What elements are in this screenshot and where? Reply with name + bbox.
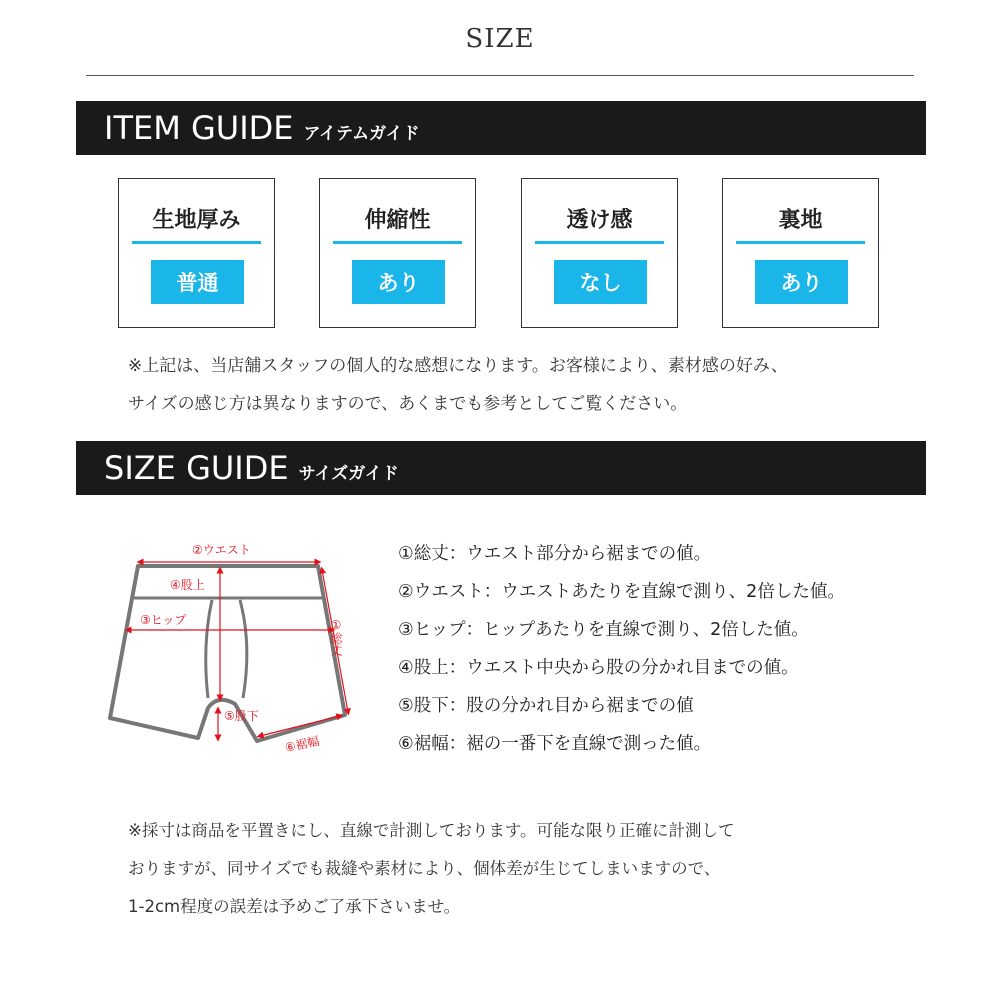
definition-row: ⑥裾幅：裾の一番下を直線で測った値。 [398, 734, 712, 754]
card-divider [736, 241, 865, 244]
definition-row: ②ウエスト：ウエストあたりを直線で測り、2倍した値。 [398, 582, 845, 602]
note-line: おりますが、同サイズでも裁縫や素材により、個体差が生じてしまいますので、 [128, 859, 721, 878]
card-value: あり [352, 260, 445, 304]
definition-row: ③ヒップ：ヒップあたりを直線で測り、2倍した値。 [398, 620, 809, 640]
item-guide-note [128, 347, 788, 423]
card-label: 伸縮性 [364, 208, 431, 233]
definition-row: ④股上：ウエスト中央から股の分かれ目までの値。 [398, 658, 799, 678]
note-line: ※上記は、当店舗スタッフの個人的な感想になります。お客様により、素材感の好み、 [128, 356, 788, 376]
length-label: ①総丈 [329, 618, 343, 656]
size-guide-note [128, 812, 735, 926]
item-card-sheerness [521, 178, 678, 328]
title-divider [86, 75, 914, 76]
item-guide-subtitle: アイテムガイド [303, 123, 420, 144]
card-label: 裏地 [778, 208, 823, 233]
item-card-lining [722, 178, 879, 328]
hip-label: ③ヒップ [140, 613, 187, 627]
measurement-definitions [398, 535, 845, 763]
inseam-label: ⑤股下 [224, 709, 259, 723]
hem-label: ⑥裾幅 [283, 734, 321, 755]
item-guide-title: ITEM GUIDE [104, 109, 294, 147]
waist-label: ②ウエスト [192, 543, 251, 557]
card-label: 透け感 [566, 208, 633, 233]
size-guide-title: SIZE GUIDE [104, 449, 289, 487]
item-card-stretch [319, 178, 476, 328]
card-divider [535, 241, 664, 244]
card-label: 生地厚み [152, 208, 241, 233]
note-line: サイズの感じ方は異なりますので、あくまでも参考としてご覧ください。 [128, 394, 688, 414]
note-line: ※採寸は商品を平置きにし、直線で計測しております。可能な限り正確に計測して [128, 821, 735, 840]
card-divider [132, 241, 261, 244]
boxer-measurement-diagram [100, 530, 370, 765]
card-divider [333, 241, 462, 244]
card-value: なし [554, 260, 647, 304]
card-value: あり [755, 260, 848, 304]
item-card-thickness [118, 178, 275, 328]
item-guide-header [76, 101, 926, 155]
card-value: 普通 [151, 260, 244, 304]
size-guide-subtitle: サイズガイド [298, 463, 399, 484]
definition-row: ⑤股下：股の分かれ目から裾までの値 [398, 696, 694, 716]
size-guide-header [76, 441, 926, 495]
page-title: SIZE [465, 24, 535, 54]
definition-row: ①総丈：ウエスト部分から裾までの値。 [398, 544, 712, 564]
rise-label: ④股上 [170, 578, 205, 592]
note-line: 1-2cm程度の誤差は予めご了承下さいませ。 [128, 897, 461, 916]
